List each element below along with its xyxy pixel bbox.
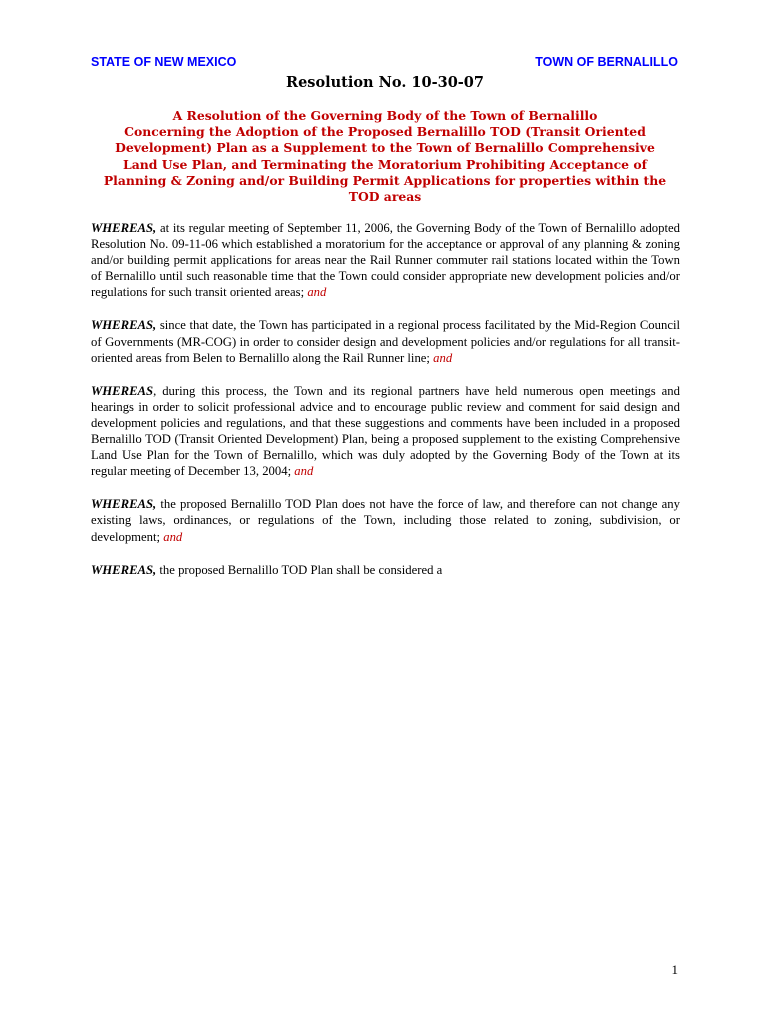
- whereas-paragraph-2: [91, 317, 680, 365]
- resolution-number: Resolution No. 10-30-07: [286, 74, 484, 91]
- paragraph-conjunction: and: [163, 529, 183, 544]
- document-header: [91, 55, 678, 71]
- whereas-keyword: WHEREAS,: [91, 318, 157, 333]
- resolution-body: [91, 220, 680, 595]
- title-line: Land Use Plan, and Terminating the Moratorium Prohibiting Acceptance of: [123, 156, 647, 172]
- header-state: STATE OF NEW MEXICO: [91, 55, 237, 69]
- whereas-keyword: WHEREAS,: [91, 221, 157, 235]
- paragraph-text: the proposed Bernalillo TOD Plan does not have the force of law, and therefore can not change any existing laws, ordinances, or regulations of the Town, including those related to zoning, subdivision, or development;: [91, 497, 680, 544]
- paragraph-text: the proposed Bernalillo TOD Plan shall be considered a: [156, 562, 443, 577]
- title-line: Development) Plan as a Supplement to the Town of Bernalillo Comprehensive: [115, 140, 655, 156]
- paragraph-conjunction: and: [433, 350, 453, 365]
- paragraph-text: since that date, the Town has participated in a regional process facilitated by the Mid-Region Council of Governments (MR-COG) in order to consider design and development policies and/or regulations for all transit-oriented areas from Belen to Bernalillo along the Rail Runner line;: [91, 318, 680, 365]
- whereas-paragraph-1: [91, 220, 680, 300]
- whereas-keyword: WHEREAS,: [91, 497, 157, 512]
- whereas-keyword: WHEREAS: [91, 383, 154, 398]
- paragraph-text: , during this process, the Town and its regional partners have held numerous open meetings and hearings in order to solicit professional advice and to encourage public review and comment for said design and development policies and regulations, and that these suggestions and comments have been included in a proposed Bernalillo TOD (Transit Oriented Development) Plan, being a proposed supplement to the existing Comprehensive Land Use Plan for the Town of Bernalillo, which was duly adopted by the Governing Body of the Town at its regular meeting of December 13, 2004;: [91, 383, 680, 479]
- paragraph-conjunction: and: [294, 464, 314, 479]
- page-number: 1: [671, 962, 678, 977]
- title-line: TOD areas: [348, 189, 422, 205]
- resolution-title: [88, 108, 682, 205]
- title-line: Concerning the Adoption of the Proposed Bernalillo TOD (Transit Oriented: [124, 124, 646, 140]
- whereas-keyword: WHEREAS,: [91, 562, 157, 577]
- paragraph-text: at its regular meeting of September 11, 2006, the Governing Body of the Town of Bernalillo adopted Resolution No. 09-11-06 which established a moratorium for the acceptance or approval of any planning & zoning and/or building permit applications for areas near the Rail Runner commuter rail stations located within the Town of Bernalillo until such reasonable time that the Town could consider appropriate new development policies and/or regulations for such transit oriented areas;: [91, 221, 680, 300]
- title-line: A Resolution of the Governing Body of the Town of Bernalillo: [172, 108, 598, 123]
- whereas-paragraph-4: [91, 496, 680, 544]
- whereas-paragraph-5: [91, 562, 680, 578]
- header-town: TOWN OF BERNALILLO: [535, 55, 678, 69]
- whereas-paragraph-3: [91, 383, 680, 480]
- title-line: Planning & Zoning and/or Building Permit Applications for properties within the: [103, 172, 667, 188]
- paragraph-conjunction: and: [307, 285, 327, 300]
